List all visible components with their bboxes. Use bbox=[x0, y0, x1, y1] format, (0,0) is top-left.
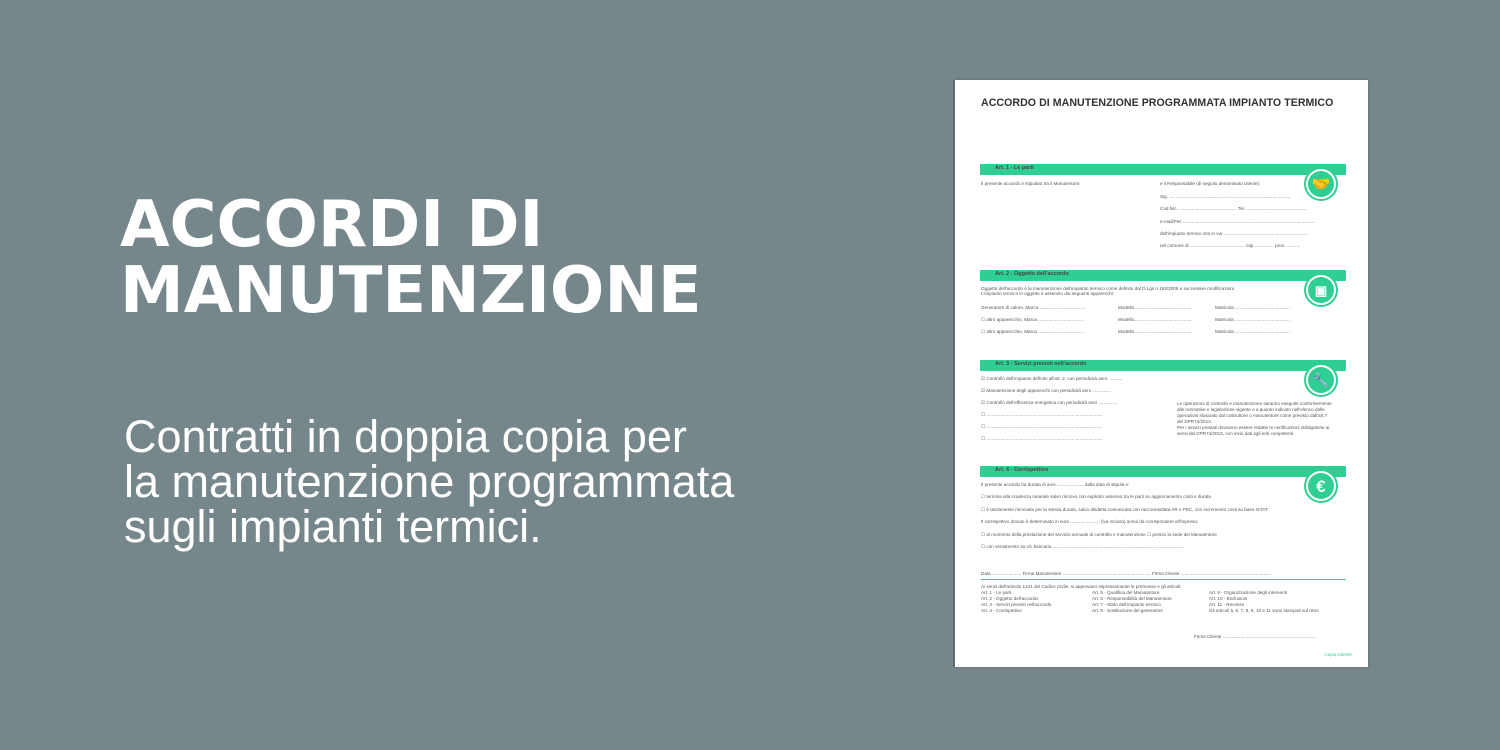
art3-item: ☑ Manutenzione degli apparecchi con periodicità anni ............... bbox=[981, 388, 1112, 393]
section-label: Art. 2 - Oggetto dell'accordo bbox=[995, 271, 1069, 277]
art1-line: e il Responsabile (di seguito denominato Utente): bbox=[1160, 181, 1261, 186]
final-signature: Firma Cliente ......................................................................... bbox=[1194, 634, 1316, 639]
art1-line: Sig. ............................................................................................... bbox=[1160, 194, 1291, 199]
divider bbox=[981, 579, 1346, 580]
approval-col2: Art. 6 - Responsabilità del Manutentore bbox=[1092, 596, 1172, 601]
section-label: Art. 1 - Le parti bbox=[995, 165, 1034, 171]
art2-row-c: Matricola ........................................... bbox=[1215, 329, 1290, 334]
art2-row-a: ☐ altro apparecchio, Marca .................................... bbox=[981, 329, 1085, 334]
approval-col3: Art. 11 - Recesso bbox=[1209, 602, 1245, 607]
approval-col1: Art. 3 - Servizi previsti nell'accordo bbox=[981, 602, 1052, 607]
approval-col2: Art. 5 - Qualifica del Manutentore bbox=[1092, 590, 1160, 595]
document-title: ACCORDO DI MANUTENZIONE PROGRAMMATA IMPIANTO TERMICO bbox=[981, 97, 1334, 109]
wrench-icon: 🔧 bbox=[1304, 363, 1338, 397]
thermostat-icon: ▣ bbox=[1304, 273, 1338, 307]
art4-line: ☐ con versamento su c/c bancario ....................................................................................................... bbox=[981, 544, 1184, 549]
art3-note: operazioni rilasciato dal costruttore o manutentore come previsto dall'art.7 bbox=[1177, 413, 1328, 418]
section-bar-art3 bbox=[980, 360, 1346, 371]
section-label: Art. 4 - Corrispettivo bbox=[995, 467, 1049, 473]
art4-line: ☐ termina alla scadenza naturale salvo rinnovo con esplicito assenso tra le parti su aggiornamento costi e durata bbox=[981, 494, 1211, 499]
section-bar-art1 bbox=[980, 164, 1346, 175]
section-bar-art2 bbox=[980, 270, 1346, 281]
section-bar-art4 bbox=[980, 466, 1346, 477]
art3-item: ☐ ........................................................................................... bbox=[981, 412, 1103, 417]
section-label: Art. 3 - Servizi previsti nell'accordo bbox=[995, 361, 1087, 367]
art2-row-b: Modello............................................. bbox=[1118, 305, 1192, 310]
contract-document bbox=[955, 80, 1368, 667]
art1-left-text: Il presente accordo è stipulato tra il Manutentore: bbox=[981, 181, 1081, 186]
art2-row-c: Matricola ........................................... bbox=[1215, 317, 1290, 322]
art1-line: e-mail/Pec ....................................................................................................... bbox=[1160, 219, 1315, 224]
approval-col2: Art. 8 - Sostituzione del generatore bbox=[1092, 608, 1163, 613]
approval-col1: Art. 1 - Le parti bbox=[981, 590, 1012, 595]
subtitle-line-2: la manutenzione programmata bbox=[124, 456, 735, 507]
subtitle bbox=[124, 411, 735, 552]
signature-line: Data ....................... Firma Manutentore ..................................................................... Firma Cliente ....................................................................... bbox=[981, 571, 1272, 576]
copy-label: Copia Cliente bbox=[1324, 652, 1352, 657]
art2-row-b: Modello............................................. bbox=[1118, 317, 1192, 322]
art4-line: Il corrispettivo dovuto è determinato in euro ....................... (iva inclusa) annui da corrispondere all'impresa: bbox=[981, 519, 1199, 524]
art3-item: ☑ Controllo dell'efficienza energetica con periodicità anni ............... bbox=[981, 400, 1118, 405]
subtitle-line-3: sugli impianti termici. bbox=[124, 501, 542, 552]
approval-col1: Art. 2 - Oggetto dell'accordo bbox=[981, 596, 1039, 601]
headline-line-1: ACCORDI DI bbox=[120, 188, 544, 262]
headline-line-2: MANUTENZIONE bbox=[120, 254, 702, 328]
approval-col2: Art. 7 - Stato dell'impianto termico bbox=[1092, 602, 1161, 607]
approval-col3: Gli articoli 5, 6, 7, 8, 9, 10 e 11 sono stampati sul retro bbox=[1209, 608, 1319, 613]
subtitle-line-1: Contratti in doppia copia per bbox=[124, 411, 687, 462]
euro-icon: € bbox=[1304, 469, 1338, 503]
art1-line: nel comune di ........................................... cap ............... prov. ........... bbox=[1160, 243, 1301, 248]
art3-note: Le operazioni di controllo e manutenzione saranno eseguite conformemente bbox=[1177, 401, 1332, 406]
art3-item: ☐ ........................................................................................... bbox=[981, 424, 1103, 429]
art3-item: ☑ Controllo dell'impianto definito all'art. 2, con periodicità anni ........... bbox=[981, 376, 1123, 381]
approval-col3: Art. 9 - Organizzazione degli interventi bbox=[1209, 590, 1287, 595]
art2-row-c: Matricola ........................................... bbox=[1215, 305, 1290, 310]
art2-row-b: Modello............................................. bbox=[1118, 329, 1192, 334]
art4-line: Il presente accordo ha durata di anni ..................... dalla data di stipula e: bbox=[981, 482, 1130, 487]
art4-line: ☐ al momento della prestazione del servizio annuale di controllo e manutenzione ☐ presso la sede del Manutentore bbox=[981, 532, 1217, 537]
approval-col1: Art. 4 - Corrispettivo bbox=[981, 608, 1022, 613]
headline bbox=[120, 188, 702, 328]
art3-note: Per i servizi prestati dovranno essere redatte le certificazioni obbligatorie ai bbox=[1177, 425, 1330, 430]
art1-line: Cod.fisc. ............................................. Tel. ............................................... bbox=[1160, 206, 1307, 211]
art2-intro: L'impianto termico in oggetto è asservito dai seguenti apparecchi: bbox=[981, 291, 1115, 296]
art3-note: sensi del DPR74/2013, con invio dati agli enti competenti. bbox=[1177, 431, 1295, 436]
art1-line: dell'impianto termico sito in via .................................................................. bbox=[1160, 231, 1308, 236]
art2-row-a: Generatore di calore, Marca .................................... bbox=[981, 305, 1086, 310]
art3-note: alle normative e legislazione vigente e a quanto indicato nell'elenco delle bbox=[1177, 407, 1325, 412]
art3-item: ☐ ........................................................................................... bbox=[981, 436, 1103, 441]
art4-line: ☐ è tacitamente rinnovato per la stessa durata, salvo disdetta comunicata con raccomandata AR o PEC, con incremento costi su base ISTAT. bbox=[981, 507, 1269, 512]
art2-intro: Oggetto dell'accordo è la manutenzione dell'impianto termico come definito dal D.Lgs n.192/2005 e successive modificazioni. bbox=[981, 286, 1236, 291]
handshake-icon: 🤝 bbox=[1304, 167, 1338, 201]
art3-note: del DPR74/2013. bbox=[1177, 419, 1212, 424]
art2-row-a: ☐ altro apparecchio, Marca .................................... bbox=[981, 317, 1085, 322]
approval-col3: Art. 10 - Esclusioni bbox=[1209, 596, 1248, 601]
approval-intro: Ai sensi dell'articolo 1341 del Codice Civile, si approvano espressamente le premesse e gli articoli: bbox=[981, 584, 1182, 589]
